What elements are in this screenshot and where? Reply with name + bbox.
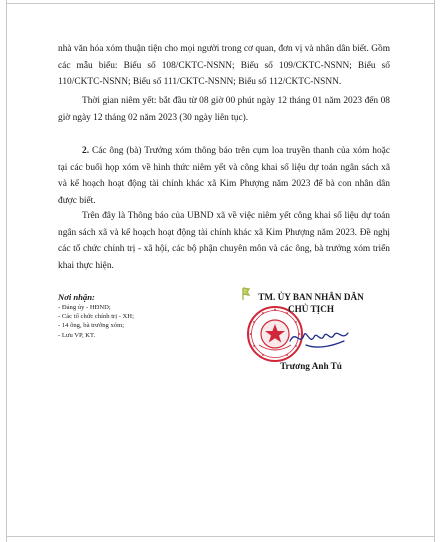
paragraph-closing: [58, 208, 390, 274]
recipient-item: - Đảng ủy - HĐND;: [58, 304, 111, 311]
page-border-left: [6, 0, 7, 542]
signature-block: [236, 287, 386, 377]
signature-flag-icon: [241, 287, 251, 301]
handwritten-signature-icon: [286, 323, 356, 353]
paragraph-time: [58, 93, 390, 126]
paragraph-intro-continued: [58, 41, 390, 91]
recipients-block: [58, 292, 198, 340]
paragraph-text: Thời gian niêm yết: bắt đầu từ 08 giờ 00 phút ngày 12 tháng 01 năm 2023 đến 08 giờ ngày 12 tháng 02 năm 2023 (30 ngày liên tục).: [58, 96, 390, 123]
recipient-item: - Lưu VP, KT.: [58, 331, 96, 339]
signer-name: Trương Anh Tú: [280, 361, 342, 371]
paragraph-text: Trên đây là Thông báo của UBND xã về việc niêm yết công khai số liệu dự toán ngân sách xã và kế hoạch hoạt động tài chính khác xã Kim Phượng năm 2023. Đề nghị các tổ chức chính trị - xã hội, các bộ phận chuyên môn và các ông, bà trưởng xóm triển khai thực hiện.: [58, 211, 390, 271]
paragraph-text: nhà văn hóa xóm thuận tiện cho mọi người trong cơ quan, đơn vị và nhân dân biết. Gồm các mẫu biểu: Biểu số 108/CKTC-NSNN; Biểu số 109/CKTC-NSNN; Biểu số 110/CKTC-NSNN; Biểu số 111/CKTC-NSNN; Biểu số 112/CKTC-NSNN.: [58, 44, 390, 88]
signature-role-line2: CHỦ TỊCH: [287, 304, 335, 314]
page-border-bottom: [6, 536, 435, 537]
paragraph-text: Các ông (bà) Trưởng xóm thông báo trên cụm loa truyền thanh của xóm hoặc tại các buổi họp xóm về hình thức niêm yết và công khai số liệu dự toán ngân sách xã và kế hoạch hoạt động tài chính khác xã Kim Phượng năm 2023 để bà con nhân dân được biết.: [58, 146, 390, 206]
signature-role-line1: TM. ỦY BAN NHÂN DÂN: [258, 292, 364, 302]
item-number: 2.: [82, 146, 90, 156]
recipient-item: - Các tổ chức chính trị - XH;: [58, 313, 134, 321]
recipients-title: Nơi nhận:: [58, 292, 95, 302]
recipient-item: - 14 ông, bà trưởng xóm;: [58, 322, 125, 330]
paragraph-item-2: [58, 143, 390, 209]
page-border-top: [6, 3, 435, 4]
page-border-right: [434, 0, 435, 542]
